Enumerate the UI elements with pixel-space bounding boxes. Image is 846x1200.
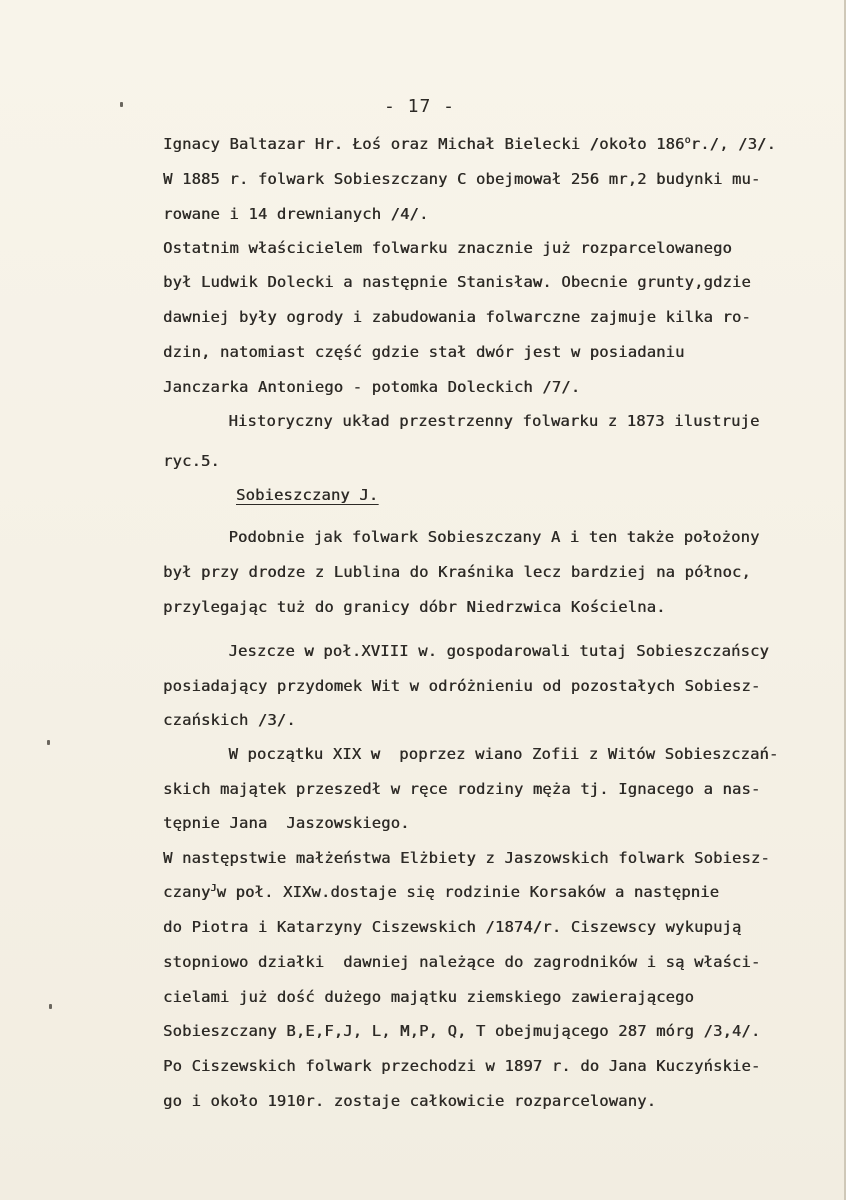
margin-mark xyxy=(47,740,50,745)
text-line: stopniowo działki dawniej należące do zagrodników i są właści- xyxy=(163,953,761,971)
text-line: skich majątek przeszedł w ręce rodziny męża tj. Ignacego a nas- xyxy=(163,780,761,798)
text-line: czany$^J$w poł. XIXw.dostaje się rodzinie Korsaków a następnie xyxy=(163,882,720,901)
superscript: o xyxy=(684,134,691,146)
text-line: ryc.5. xyxy=(163,452,220,470)
text-line: był Ludwik Dolecki a następnie Stanisław. Obecnie grunty,gdzie xyxy=(163,273,751,291)
text-line: dzin, natomiast część gdzie stał dwór jest w posiadaniu xyxy=(163,343,685,361)
text-line: posiadający przydomek Wit w odróżnieniu od pozostałych Sobiesz- xyxy=(163,677,761,695)
page-number: - 17 - xyxy=(384,96,456,117)
text-line: Podobnie jak folwark Sobieszczany A i ten także położony xyxy=(200,528,760,546)
text-line: Sobieszczany B,E,F,J, L, M,P, Q, T obejmującego 287 mórg /3,4/. xyxy=(163,1022,761,1040)
text-line: Jeszcze w poł.XVIII w. gospodarowali tutaj Sobieszczańscy xyxy=(200,642,769,660)
text-line: przylegając tuż do granicy dóbr Niedrzwica Kościelna. xyxy=(163,598,666,616)
text-line: Historyczny układ przestrzenny folwarku z 1873 ilustruje xyxy=(200,412,760,430)
section-heading: Sobieszczany J. xyxy=(236,486,379,504)
superscript: J xyxy=(210,882,217,894)
margin-mark xyxy=(49,1004,52,1009)
text-line: dawniej były ogrody i zabudowania folwarczne zajmuje kilka ro- xyxy=(163,308,751,326)
text-line: W początku XIX w poprzez wiano Zofii z Witów Sobieszczań- xyxy=(200,745,779,763)
text-line: Ignacy Baltazar Hr. Łoś oraz Michał Bielecki /około 186$^o$r./, /3/. xyxy=(163,134,777,153)
text-line: cielami już dość dużego majątku ziemskiego zawierającego xyxy=(163,988,694,1006)
text-line: był przy drodze z Lublina do Kraśnika lecz bardziej na północ, xyxy=(163,563,751,581)
text-line: Ostatnim właścicielem folwarku znacznie już rozparcelowanego xyxy=(163,239,732,257)
text-line: W 1885 r. folwark Sobieszczany C obejmował 256 mr,2 budynki mu- xyxy=(163,170,761,188)
text-line: Janczarka Antoniego - potomka Doleckich /7/. xyxy=(163,378,581,396)
text-line: czańskich /3/. xyxy=(163,711,296,729)
text-line: tępnie Jana Jaszowskiego. xyxy=(163,814,410,832)
text-line: W następstwie małżeństwa Elżbiety z Jaszowskich folwark Sobiesz- xyxy=(163,849,770,867)
text-line: rowane i 14 drewnianych /4/. xyxy=(163,205,429,223)
text-line: go i około 1910r. zostaje całkowicie rozparcelowany. xyxy=(163,1092,657,1110)
text-line: do Piotra i Katarzyny Ciszewskich /1874/r. Ciszewscy wykupują xyxy=(163,918,742,936)
text-line: Po Ciszewskich folwark przechodzi w 1897 r. do Jana Kuczyńskie- xyxy=(163,1057,761,1075)
margin-mark xyxy=(120,102,123,107)
